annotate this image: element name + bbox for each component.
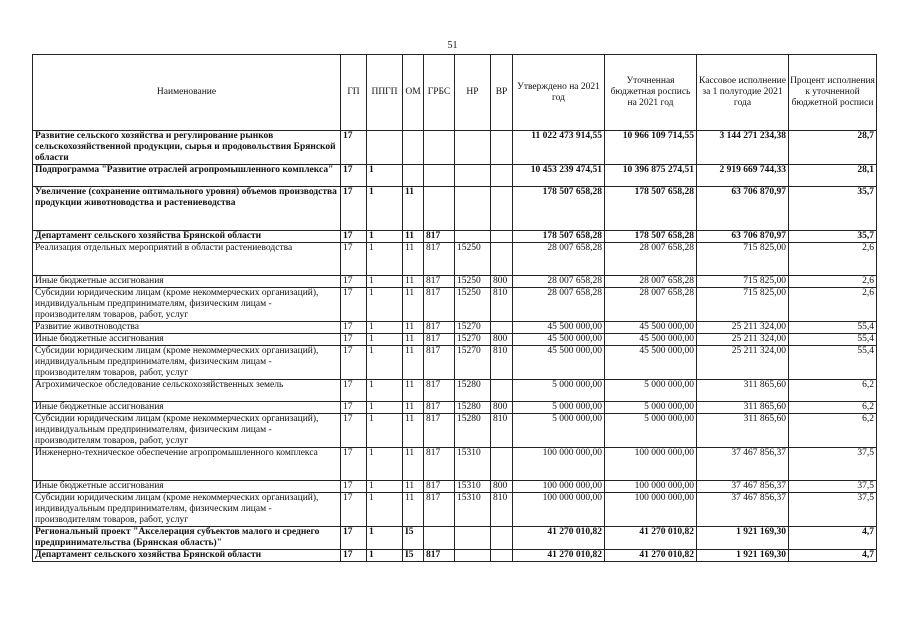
cell-approved: 28 007 658,28 — [513, 288, 605, 322]
cell-percent: 6,2 — [789, 402, 877, 414]
cell-grbs — [424, 187, 455, 231]
cell-ppgp: 1 — [367, 550, 403, 562]
cell-grbs: 817 — [424, 322, 455, 334]
cell-cash: 1 921 169,30 — [697, 527, 789, 550]
cell-vr: 810 — [491, 346, 513, 380]
cell-nr: 15310 — [455, 481, 491, 493]
header-om: ОМ — [403, 55, 424, 131]
table-header-row — [33, 55, 877, 131]
header-grbs: ГРБС — [424, 55, 455, 131]
cell-nr: 15270 — [455, 334, 491, 346]
cell-nr: 15250 — [455, 276, 491, 288]
cell-percent: 2,6 — [789, 288, 877, 322]
cell-om: 11 — [403, 288, 424, 322]
cell-refined: 45 500 000,00 — [605, 346, 697, 380]
table-row — [33, 165, 877, 187]
cell-grbs: 817 — [424, 481, 455, 493]
table-row — [33, 187, 877, 231]
cell-om: 11 — [403, 414, 424, 448]
cell-approved: 178 507 658,28 — [513, 231, 605, 243]
cell-grbs — [424, 165, 455, 187]
cell-gp: 17 — [341, 334, 367, 346]
cell-refined: 100 000 000,00 — [605, 448, 697, 481]
cell-cash: 25 211 324,00 — [697, 346, 789, 380]
cell-ppgp: 1 — [367, 276, 403, 288]
cell-refined: 10 396 875 274,51 — [605, 165, 697, 187]
cell-om: 11 — [403, 334, 424, 346]
table-row — [33, 334, 877, 346]
cell-om: 11 — [403, 231, 424, 243]
cell-nr — [455, 165, 491, 187]
cell-nr: 15270 — [455, 322, 491, 334]
cell-percent: 35,7 — [789, 231, 877, 243]
table-row — [33, 527, 877, 550]
cell-approved: 41 270 010,82 — [513, 550, 605, 562]
cell-name: Иные бюджетные ассигнования — [33, 481, 341, 493]
table-row — [33, 481, 877, 493]
cell-vr — [491, 243, 513, 276]
cell-vr — [491, 448, 513, 481]
cell-grbs — [424, 527, 455, 550]
cell-nr: 15250 — [455, 243, 491, 276]
cell-approved: 45 500 000,00 — [513, 334, 605, 346]
cell-gp: 17 — [341, 346, 367, 380]
header-refined: Уточненная бюджетная роспись на 2021 год — [605, 55, 697, 131]
cell-cash: 37 467 856,37 — [697, 448, 789, 481]
cell-percent: 55,4 — [789, 322, 877, 334]
cell-gp: 17 — [341, 380, 367, 402]
cell-approved: 5 000 000,00 — [513, 402, 605, 414]
cell-percent: 4,7 — [789, 527, 877, 550]
header-nr: НР — [455, 55, 491, 131]
cell-gp: 17 — [341, 481, 367, 493]
cell-percent: 6,2 — [789, 414, 877, 448]
cell-vr — [491, 322, 513, 334]
cell-ppgp — [367, 131, 403, 165]
cell-percent: 2,6 — [789, 243, 877, 276]
cell-grbs: 817 — [424, 380, 455, 402]
cell-name: Развитие животноводства — [33, 322, 341, 334]
cell-approved: 10 453 239 474,51 — [513, 165, 605, 187]
table-row — [33, 322, 877, 334]
cell-grbs: 817 — [424, 243, 455, 276]
table-row — [33, 243, 877, 276]
cell-approved: 41 270 010,82 — [513, 527, 605, 550]
cell-gp: 17 — [341, 276, 367, 288]
cell-cash: 25 211 324,00 — [697, 322, 789, 334]
header-ppgp: ППГП — [367, 55, 403, 131]
cell-approved: 100 000 000,00 — [513, 481, 605, 493]
cell-refined: 28 007 658,28 — [605, 288, 697, 322]
cell-gp: 17 — [341, 414, 367, 448]
cell-vr: 800 — [491, 402, 513, 414]
cell-name: Субсидии юридическим лицам (кроме некоммерческих организаций), индивидуальным предпринимателям, физическим лицам - производителям товаров, работ, услуг — [33, 288, 341, 322]
cell-gp: 17 — [341, 402, 367, 414]
table-row — [33, 493, 877, 527]
cell-gp: 17 — [341, 322, 367, 334]
cell-om: 11 — [403, 493, 424, 527]
table-row — [33, 276, 877, 288]
cell-vr — [491, 527, 513, 550]
cell-ppgp: 1 — [367, 481, 403, 493]
cell-cash: 3 144 271 234,38 — [697, 131, 789, 165]
cell-vr — [491, 131, 513, 165]
cell-vr: 810 — [491, 493, 513, 527]
cell-nr — [455, 131, 491, 165]
cell-grbs: 817 — [424, 334, 455, 346]
cell-refined: 28 007 658,28 — [605, 276, 697, 288]
cell-refined: 5 000 000,00 — [605, 380, 697, 402]
cell-nr: 15280 — [455, 414, 491, 448]
cell-gp: 17 — [341, 288, 367, 322]
cell-grbs: 817 — [424, 402, 455, 414]
cell-nr: 15310 — [455, 493, 491, 527]
cell-ppgp: 1 — [367, 165, 403, 187]
cell-vr — [491, 187, 513, 231]
cell-gp: 17 — [341, 448, 367, 481]
table-row — [33, 288, 877, 322]
cell-approved: 100 000 000,00 — [513, 493, 605, 527]
cell-name: Агрохимическое обследование сельскохозяйственных земель — [33, 380, 341, 402]
cell-percent: 37,5 — [789, 493, 877, 527]
table-row — [33, 414, 877, 448]
cell-name: Развитие сельского хозяйства и регулирование рынков сельскохозяйственной продукции, сырья и продовольствия Брянской области — [33, 131, 341, 165]
cell-name: Реализация отдельных мероприятий в области растениеводства — [33, 243, 341, 276]
header-vr: ВР — [491, 55, 513, 131]
cell-ppgp: 1 — [367, 322, 403, 334]
cell-om — [403, 165, 424, 187]
cell-approved: 11 022 473 914,55 — [513, 131, 605, 165]
cell-vr — [491, 550, 513, 562]
cell-cash: 311 865,60 — [697, 402, 789, 414]
cell-ppgp: 1 — [367, 448, 403, 481]
cell-name: Иные бюджетные ассигнования — [33, 402, 341, 414]
cell-percent: 37,5 — [789, 481, 877, 493]
cell-nr: 15280 — [455, 402, 491, 414]
cell-cash: 63 706 870,97 — [697, 187, 789, 231]
cell-om — [403, 131, 424, 165]
table-row — [33, 380, 877, 402]
cell-refined: 45 500 000,00 — [605, 322, 697, 334]
cell-percent: 55,4 — [789, 346, 877, 380]
cell-ppgp: 1 — [367, 288, 403, 322]
cell-cash: 63 706 870,97 — [697, 231, 789, 243]
cell-nr — [455, 550, 491, 562]
cell-grbs: 817 — [424, 414, 455, 448]
table-row — [33, 448, 877, 481]
table-row — [33, 131, 877, 165]
cell-percent: 55,4 — [789, 334, 877, 346]
cell-name: Субсидии юридическим лицам (кроме некоммерческих организаций), индивидуальным предпринимателям, физическим лицам - производителям товаров, работ, услуг — [33, 493, 341, 527]
cell-vr: 810 — [491, 414, 513, 448]
cell-refined: 178 507 658,28 — [605, 231, 697, 243]
cell-grbs: 817 — [424, 493, 455, 527]
cell-om: 11 — [403, 276, 424, 288]
header-approved: Утверждено на 2021 год — [513, 55, 605, 131]
cell-name: Иные бюджетные ассигнования — [33, 276, 341, 288]
cell-name: Иные бюджетные ассигнования — [33, 334, 341, 346]
cell-percent: 28,7 — [789, 131, 877, 165]
header-name: Наименование — [33, 55, 341, 131]
cell-nr — [455, 527, 491, 550]
cell-name: Субсидии юридическим лицам (кроме некоммерческих организаций), индивидуальным предпринимателям, физическим лицам - производителям товаров, работ, услуг — [33, 346, 341, 380]
cell-refined: 5 000 000,00 — [605, 414, 697, 448]
cell-ppgp: 1 — [367, 402, 403, 414]
cell-vr — [491, 231, 513, 243]
cell-nr: 15280 — [455, 380, 491, 402]
cell-ppgp: 1 — [367, 231, 403, 243]
cell-refined: 100 000 000,00 — [605, 493, 697, 527]
cell-nr: 15310 — [455, 448, 491, 481]
cell-refined: 178 507 658,28 — [605, 187, 697, 231]
header-percent: Процент исполнения к уточненной бюджетной росписи — [789, 55, 877, 131]
cell-approved: 5 000 000,00 — [513, 414, 605, 448]
cell-refined: 41 270 010,82 — [605, 527, 697, 550]
cell-cash: 37 467 856,37 — [697, 481, 789, 493]
cell-gp: 17 — [341, 493, 367, 527]
cell-gp: 17 — [341, 243, 367, 276]
cell-refined: 10 966 109 714,55 — [605, 131, 697, 165]
cell-om: 11 — [403, 380, 424, 402]
cell-ppgp: 1 — [367, 414, 403, 448]
cell-om: 11 — [403, 243, 424, 276]
cell-vr — [491, 380, 513, 402]
cell-cash: 25 211 324,00 — [697, 334, 789, 346]
cell-name: Увеличение (сохранение оптимального уровня) объемов производства продукции животноводства и растениеводства — [33, 187, 341, 231]
cell-approved: 100 000 000,00 — [513, 448, 605, 481]
cell-om: I5 — [403, 527, 424, 550]
cell-nr: 15250 — [455, 288, 491, 322]
cell-vr: 800 — [491, 276, 513, 288]
cell-nr — [455, 187, 491, 231]
cell-vr — [491, 165, 513, 187]
cell-ppgp: 1 — [367, 187, 403, 231]
cell-cash: 1 921 169,30 — [697, 550, 789, 562]
cell-percent: 37,5 — [789, 448, 877, 481]
cell-om: 11 — [403, 346, 424, 380]
cell-gp: 17 — [341, 550, 367, 562]
cell-grbs: 817 — [424, 550, 455, 562]
cell-name: Департамент сельского хозяйства Брянской области — [33, 550, 341, 562]
cell-percent: 35,7 — [789, 187, 877, 231]
cell-cash: 311 865,60 — [697, 414, 789, 448]
header-gp: ГП — [341, 55, 367, 131]
cell-percent: 2,6 — [789, 276, 877, 288]
cell-grbs: 817 — [424, 288, 455, 322]
table-row — [33, 231, 877, 243]
cell-refined: 28 007 658,28 — [605, 243, 697, 276]
cell-ppgp: 1 — [367, 493, 403, 527]
cell-refined: 45 500 000,00 — [605, 334, 697, 346]
cell-grbs: 817 — [424, 276, 455, 288]
table-row — [33, 402, 877, 414]
cell-refined: 41 270 010,82 — [605, 550, 697, 562]
cell-gp: 17 — [341, 131, 367, 165]
cell-percent: 6,2 — [789, 380, 877, 402]
cell-grbs — [424, 131, 455, 165]
cell-vr: 800 — [491, 481, 513, 493]
table-body — [33, 131, 877, 562]
cell-percent: 28,1 — [789, 165, 877, 187]
cell-ppgp: 1 — [367, 243, 403, 276]
cell-nr — [455, 231, 491, 243]
cell-grbs: 817 — [424, 448, 455, 481]
cell-refined: 100 000 000,00 — [605, 481, 697, 493]
cell-ppgp: 1 — [367, 380, 403, 402]
cell-cash: 715 825,00 — [697, 288, 789, 322]
cell-grbs: 817 — [424, 231, 455, 243]
cell-refined: 5 000 000,00 — [605, 402, 697, 414]
header-cash: Кассовое исполнение за 1 полугодие 2021 года — [697, 55, 789, 131]
cell-name: Департамент сельского хозяйства Брянской области — [33, 231, 341, 243]
cell-om: 11 — [403, 481, 424, 493]
cell-approved: 5 000 000,00 — [513, 380, 605, 402]
cell-approved: 28 007 658,28 — [513, 276, 605, 288]
cell-om: 11 — [403, 448, 424, 481]
table-row — [33, 550, 877, 562]
cell-grbs: 817 — [424, 346, 455, 380]
cell-cash: 715 825,00 — [697, 276, 789, 288]
cell-name: Инженерно-техническое обеспечение агропромышленного комплекса — [33, 448, 341, 481]
cell-cash: 2 919 669 744,33 — [697, 165, 789, 187]
cell-approved: 45 500 000,00 — [513, 322, 605, 334]
table-row — [33, 346, 877, 380]
cell-ppgp: 1 — [367, 334, 403, 346]
cell-ppgp: 1 — [367, 527, 403, 550]
cell-approved: 28 007 658,28 — [513, 243, 605, 276]
cell-vr: 810 — [491, 288, 513, 322]
cell-gp: 17 — [341, 527, 367, 550]
cell-cash: 37 467 856,37 — [697, 493, 789, 527]
cell-gp: 17 — [341, 187, 367, 231]
cell-name: Субсидии юридическим лицам (кроме некоммерческих организаций), индивидуальным предпринимателям, физическим лицам - производителям товаров, работ, услуг — [33, 414, 341, 448]
cell-om: 11 — [403, 402, 424, 414]
budget-table — [32, 54, 877, 562]
cell-gp: 17 — [341, 231, 367, 243]
cell-ppgp: 1 — [367, 346, 403, 380]
cell-om: 11 — [403, 322, 424, 334]
cell-gp: 17 — [341, 165, 367, 187]
cell-vr: 800 — [491, 334, 513, 346]
cell-cash: 715 825,00 — [697, 243, 789, 276]
page-number: 51 — [447, 40, 458, 51]
cell-approved: 45 500 000,00 — [513, 346, 605, 380]
cell-om: 11 — [403, 187, 424, 231]
cell-om: I5 — [403, 550, 424, 562]
cell-approved: 178 507 658,28 — [513, 187, 605, 231]
cell-cash: 311 865,60 — [697, 380, 789, 402]
cell-percent: 4,7 — [789, 550, 877, 562]
cell-name: Региональный проект "Акселерация субъектов малого и среднего предпринимательства (Брянская область)" — [33, 527, 341, 550]
cell-name: Подпрограмма "Развитие отраслей агропромышленного комплекса" — [33, 165, 341, 187]
cell-nr: 15270 — [455, 346, 491, 380]
